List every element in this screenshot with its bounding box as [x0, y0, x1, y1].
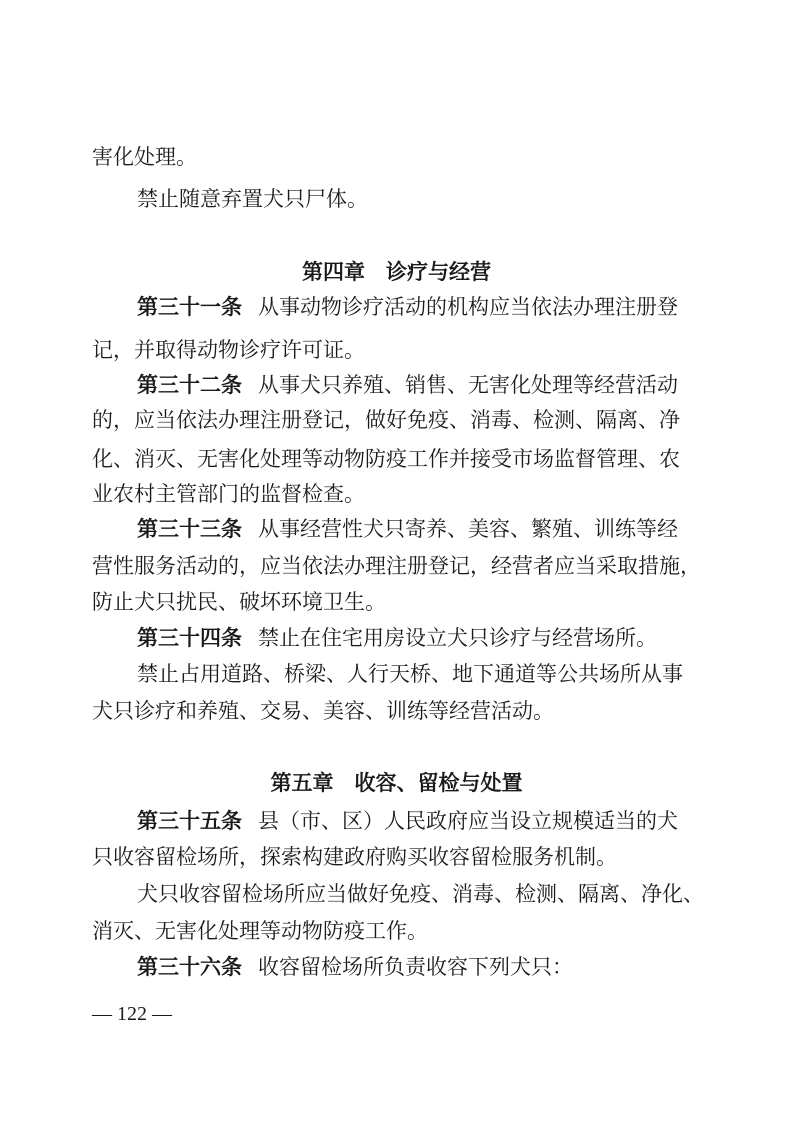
article-text: 从事经营性犬只寄养、美容、繁殖、训练等经: [258, 517, 678, 541]
article-label: 第三十二条: [137, 373, 242, 397]
paragraph-line: 只收容留检场所，探索构建政府购买收容留检服务机制。: [92, 845, 617, 869]
paragraph-line: 犬只诊疗和养殖、交易、美容、训练等经营活动。: [92, 699, 554, 723]
article-31: [137, 293, 678, 321]
article-label: 第三十一条: [137, 295, 242, 319]
article-text: 从事犬只养殖、销售、无害化处理等经营活动: [258, 373, 678, 397]
paragraph-line: 记，并取得动物诊疗许可证。: [92, 338, 365, 362]
article-label: 第三十三条: [137, 517, 242, 541]
paragraph-line: 禁止占用道路、桥梁、人行天桥、地下通道等公共场所从事: [137, 662, 683, 686]
paragraph-line: 营性服务活动的，应当依法办理注册登记，经营者应当采取措施，: [92, 554, 701, 578]
article-label: 第三十六条: [137, 955, 242, 979]
chapter-heading: 第四章 诊疗与经营: [302, 260, 491, 284]
article-text: 从事动物诊疗活动的机构应当依法办理注册登: [258, 295, 678, 319]
paragraph-line: 化、消灭、无害化处理等动物防疫工作并接受市场监督管理、农: [92, 447, 680, 471]
page-number: — 122 —: [92, 1003, 172, 1025]
article-36: [137, 953, 573, 981]
paragraph-line: 消灭、无害化处理等动物防疫工作。: [92, 919, 428, 943]
article-32: [137, 371, 678, 399]
article-label: 第三十四条: [137, 626, 242, 650]
article-text: 收容留检场所负责收容下列犬只：: [258, 955, 573, 979]
article-text: 禁止在住宅用房设立犬只诊疗与经营场所。: [258, 626, 657, 650]
article-35: [137, 807, 678, 835]
article-33: [137, 515, 678, 543]
paragraph-line: 犬只收容留检场所应当做好免疫、消毒、检测、隔离、净化、: [137, 882, 704, 906]
chapter-heading: 第五章 收容、留检与处置: [270, 771, 523, 795]
paragraph-line: 防止犬只扰民、破坏环境卫生。: [92, 590, 386, 614]
paragraph-line: 禁止随意弃置犬只尸体。: [137, 187, 368, 211]
article-text: 县（市、区）人民政府应当设立规模适当的犬: [258, 809, 678, 833]
paragraph-line: 业农村主管部门的监督检查。: [92, 482, 365, 506]
paragraph-line: 害化处理。: [92, 145, 197, 169]
article-34: [137, 624, 657, 652]
article-label: 第三十五条: [137, 809, 242, 833]
paragraph-line: 的，应当依法办理注册登记，做好免疫、消毒、检测、隔离、净: [92, 408, 680, 432]
